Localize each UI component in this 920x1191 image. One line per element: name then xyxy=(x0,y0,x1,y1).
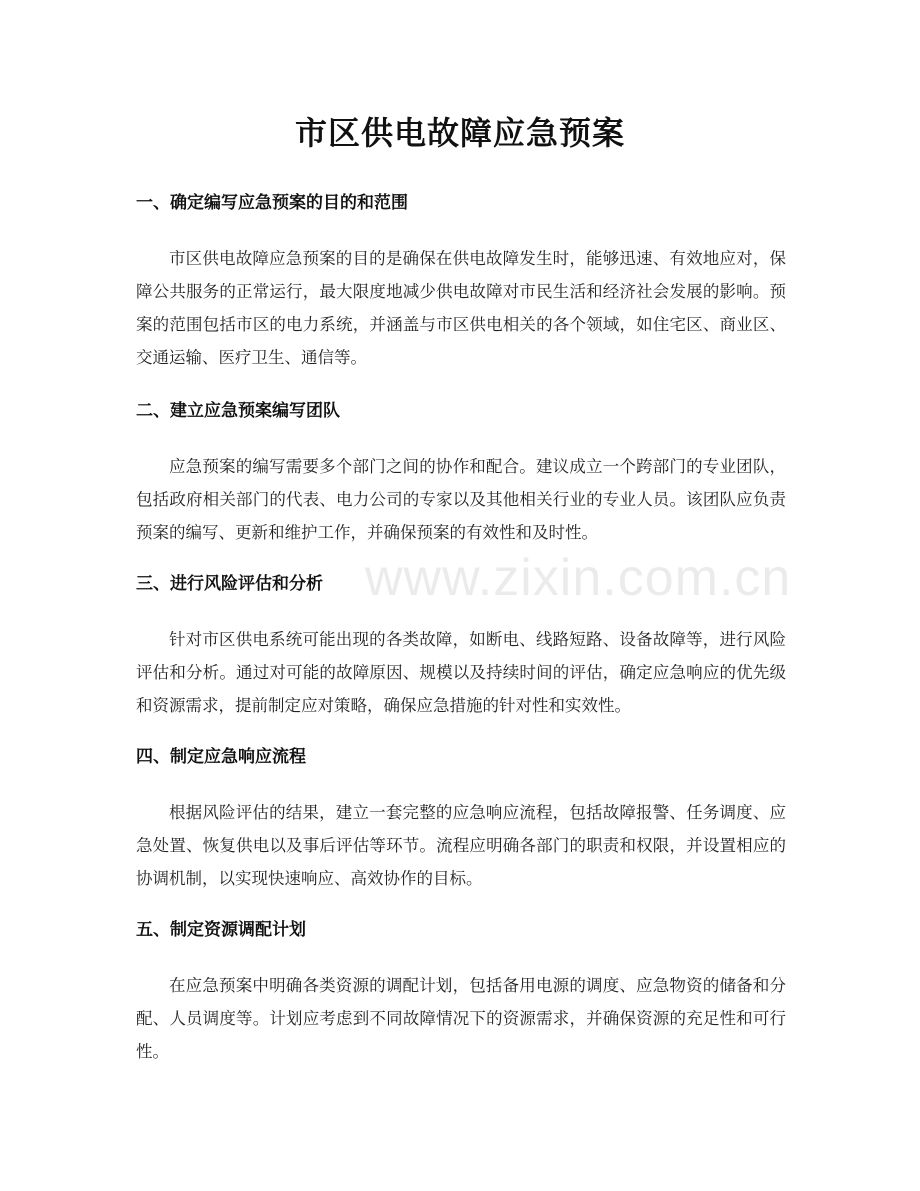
section-heading: 二、建立应急预案编写团队 xyxy=(136,401,340,421)
section-paragraph: 针对市区供电系统可能出现的各类故障，如断电、线路短路、设备故障等，进行风险评估和分析。通过对可能的故障原因、规模以及持续时间的评估，确定应急响应的优先级和资源需求，提前制定应对策略，确保应急措施的针对性和实效性。 xyxy=(136,630,786,715)
section-purpose-scope xyxy=(136,192,786,374)
section-paragraph: 市区供电故障应急预案的目的是确保在供电故障发生时，能够迅速、有效地应对，保障公共服务的正常运行，最大限度地减少供电故障对市民生活和经济社会发展的影响。预案的范围包括市区的电力系统，并涵盖与市区供电相关的各个领域，如住宅区、商业区、交通运输、医疗卫生、通信等。 xyxy=(136,249,786,367)
section-paragraph: 根据风险评估的结果，建立一套完整的应急响应流程，包括故障报警、任务调度、应急处置、恢复供电以及事后评估等环节。流程应明确各部门的职责和权限，并设置相应的协调机制，以实现快速响应、高效协作的目标。 xyxy=(136,803,786,888)
section-paragraph: 在应急预案中明确各类资源的调配计划，包括备用电源的调度、应急物资的储备和分配、人员调度等。计划应考虑到不同故障情况下的资源需求，并确保资源的充足性和可行性。 xyxy=(136,976,786,1061)
watermark: www.zixin.com.cn xyxy=(365,549,792,607)
section-heading: 四、制定应急响应流程 xyxy=(136,747,306,767)
section-heading: 一、确定编写应急预案的目的和范围 xyxy=(136,193,408,213)
section-resource-plan xyxy=(136,919,786,1068)
section-paragraph: 应急预案的编写需要多个部门之间的协作和配合。建议成立一个跨部门的专业团队，包括政府相关部门的代表、电力公司的专家以及其他相关行业的专业人员。该团队应负责预案的编写、更新和维护工作，并确保预案的有效性和及时性。 xyxy=(136,457,786,542)
section-heading: 五、制定资源调配计划 xyxy=(136,920,306,940)
section-response-flow xyxy=(136,746,786,895)
page-title: 市区供电故障应急预案 xyxy=(294,114,625,152)
section-team xyxy=(136,400,786,549)
section-heading: 三、进行风险评估和分析 xyxy=(136,574,323,594)
